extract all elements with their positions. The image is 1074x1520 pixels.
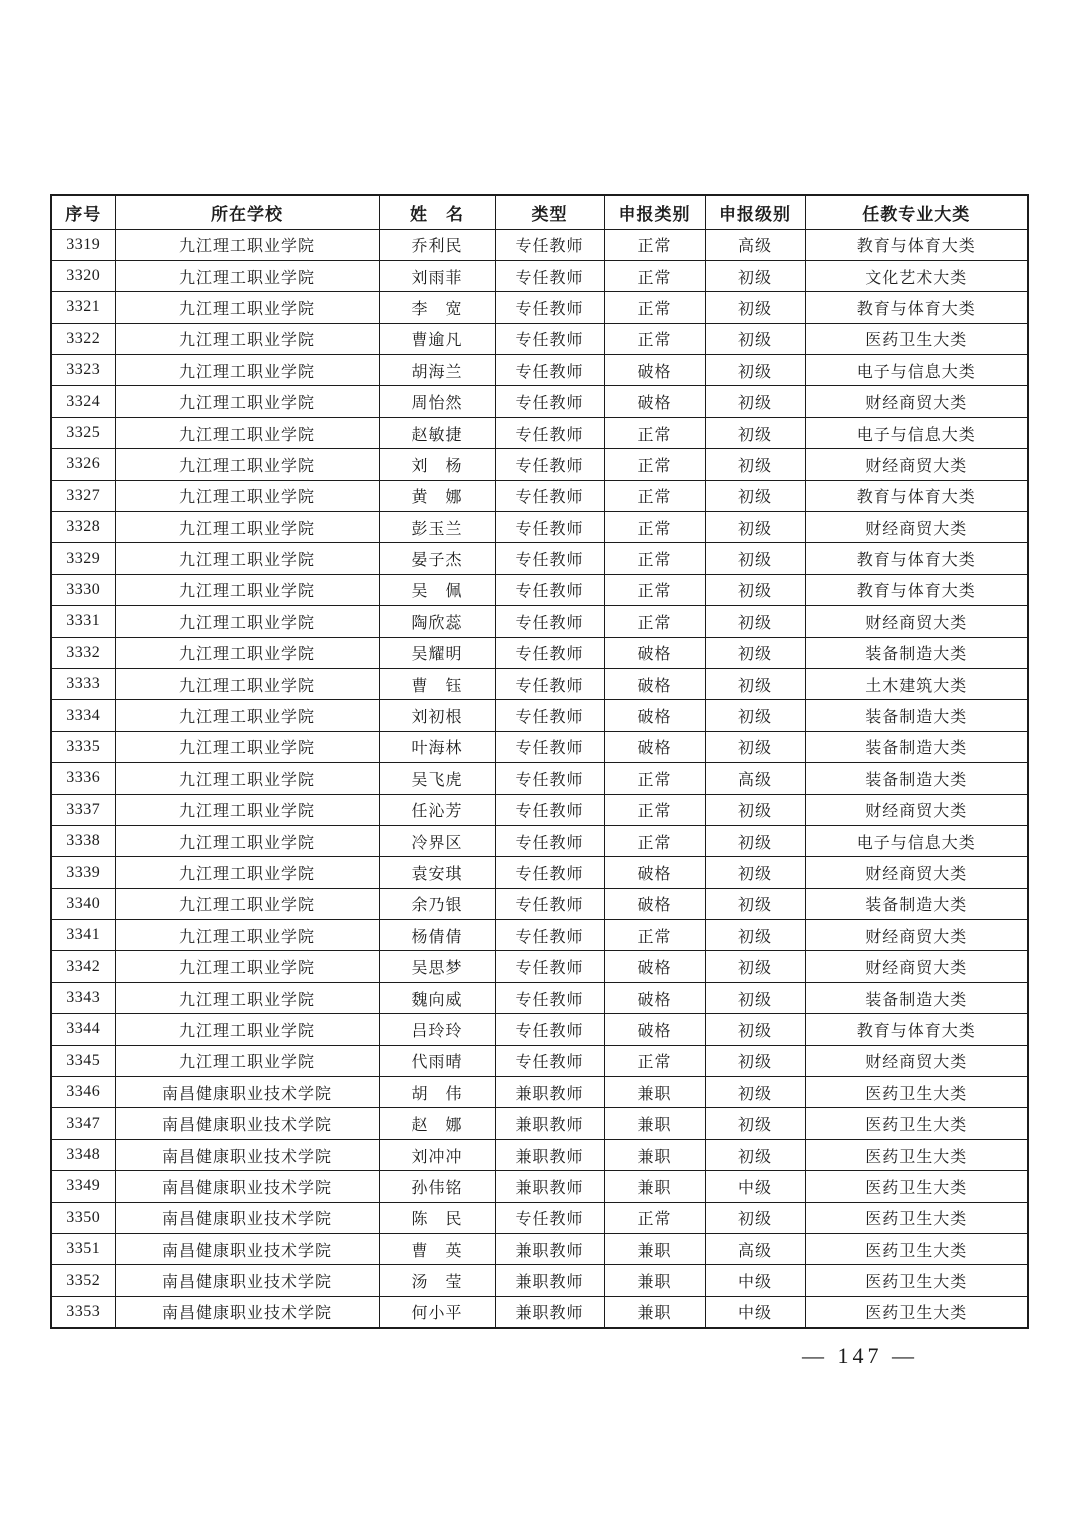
table-cell: 专任教师 (495, 417, 604, 448)
table-cell: 中级 (705, 1265, 805, 1296)
table-cell: 初级 (705, 668, 805, 699)
table-cell: 兼职 (604, 1296, 705, 1327)
table-cell: 专任教师 (495, 637, 604, 668)
table-cell: 装备制造大类 (805, 888, 1028, 919)
table-cell: 3352 (51, 1265, 115, 1296)
table-row (51, 1202, 1028, 1233)
table-cell: 兼职 (604, 1139, 705, 1170)
table-cell: 3325 (51, 417, 115, 448)
table-cell: 3335 (51, 731, 115, 762)
table-cell: 赵敏捷 (379, 417, 495, 448)
table-cell: 初级 (705, 982, 805, 1013)
table-cell: 吴耀明 (379, 637, 495, 668)
table-cell: 3319 (51, 229, 115, 260)
table-cell: 兼职 (604, 1077, 705, 1108)
table-cell: 3351 (51, 1234, 115, 1265)
table-cell: 九江理工职业学院 (115, 1045, 379, 1076)
table-cell: 九江理工职业学院 (115, 480, 379, 511)
header-cell: 姓 名 (379, 195, 495, 229)
table-cell: 医药卫生大类 (805, 1139, 1028, 1170)
table-row (51, 1171, 1028, 1202)
table-cell: 兼职 (604, 1171, 705, 1202)
table-row (51, 857, 1028, 888)
table-cell: 专任教师 (495, 323, 604, 354)
table-cell: 兼职教师 (495, 1234, 604, 1265)
table-cell: 专任教师 (495, 731, 604, 762)
table-cell: 财经商贸大类 (805, 1045, 1028, 1076)
table-cell: 专任教师 (495, 951, 604, 982)
table-row (51, 323, 1028, 354)
table-cell: 孙伟铭 (379, 1171, 495, 1202)
table-cell: 南昌健康职业技术学院 (115, 1171, 379, 1202)
table-row (51, 1296, 1028, 1327)
table-cell: 专任教师 (495, 825, 604, 856)
page-number: — 147 — (802, 1343, 918, 1368)
table-cell: 初级 (705, 700, 805, 731)
table-cell: 破格 (604, 982, 705, 1013)
table-cell: 破格 (604, 637, 705, 668)
table-cell: 破格 (604, 1014, 705, 1045)
table-cell: 破格 (604, 888, 705, 919)
table-cell: 吴飞虎 (379, 763, 495, 794)
table-cell: 专任教师 (495, 1202, 604, 1233)
table-cell: 初级 (705, 512, 805, 543)
table-cell: 医药卫生大类 (805, 1265, 1028, 1296)
table-cell: 教育与体育大类 (805, 543, 1028, 574)
table-cell: 兼职教师 (495, 1296, 604, 1327)
table-cell: 专任教师 (495, 700, 604, 731)
table-cell: 正常 (604, 449, 705, 480)
table-cell: 南昌健康职业技术学院 (115, 1296, 379, 1327)
table-cell: 九江理工职业学院 (115, 417, 379, 448)
header-cell: 申报级别 (705, 195, 805, 229)
table-cell: 乔利民 (379, 229, 495, 260)
table-row (51, 1108, 1028, 1139)
table-cell: 3329 (51, 543, 115, 574)
table-cell: 何小平 (379, 1296, 495, 1327)
table-cell: 3323 (51, 355, 115, 386)
table-cell: 3339 (51, 857, 115, 888)
table-cell: 3334 (51, 700, 115, 731)
table-row (51, 1139, 1028, 1170)
table-cell: 专任教师 (495, 292, 604, 323)
table-row (51, 1014, 1028, 1045)
table-cell: 专任教师 (495, 1014, 604, 1045)
table-cell: 汤 莹 (379, 1265, 495, 1296)
table-cell: 电子与信息大类 (805, 355, 1028, 386)
table-cell: 装备制造大类 (805, 637, 1028, 668)
table-row (51, 292, 1028, 323)
table-cell: 3343 (51, 982, 115, 1013)
table-cell: 九江理工职业学院 (115, 857, 379, 888)
table-cell: 财经商贸大类 (805, 606, 1028, 637)
table-cell: 曹 英 (379, 1234, 495, 1265)
table-cell: 叶海林 (379, 731, 495, 762)
table-cell: 初级 (705, 825, 805, 856)
table-cell: 3328 (51, 512, 115, 543)
table-cell: 南昌健康职业技术学院 (115, 1234, 379, 1265)
table-cell: 任沁芳 (379, 794, 495, 825)
table-cell: 3321 (51, 292, 115, 323)
table-cell: 初级 (705, 292, 805, 323)
table-cell: 正常 (604, 794, 705, 825)
table-cell: 九江理工职业学院 (115, 888, 379, 919)
table-cell: 陈 民 (379, 1202, 495, 1233)
table-row (51, 543, 1028, 574)
table-cell: 3338 (51, 825, 115, 856)
table-cell: 3342 (51, 951, 115, 982)
table-cell: 正常 (604, 1045, 705, 1076)
table-cell: 土木建筑大类 (805, 668, 1028, 699)
table-cell: 专任教师 (495, 355, 604, 386)
table-cell: 教育与体育大类 (805, 1014, 1028, 1045)
table-cell: 南昌健康职业技术学院 (115, 1265, 379, 1296)
table-cell: 3332 (51, 637, 115, 668)
table-cell: 3340 (51, 888, 115, 919)
table-cell: 正常 (604, 606, 705, 637)
table-row (51, 512, 1028, 543)
table-cell: 代雨晴 (379, 1045, 495, 1076)
table-cell: 破格 (604, 668, 705, 699)
table-cell: 高级 (705, 763, 805, 794)
table-cell: 袁安琪 (379, 857, 495, 888)
table-cell: 刘雨菲 (379, 260, 495, 291)
table-cell: 吕玲玲 (379, 1014, 495, 1045)
table-body (51, 229, 1028, 1328)
table-cell: 正常 (604, 323, 705, 354)
table-row (51, 229, 1028, 260)
table-cell: 九江理工职业学院 (115, 386, 379, 417)
table-cell: 初级 (705, 323, 805, 354)
table-cell: 文化艺术大类 (805, 260, 1028, 291)
table-cell: 初级 (705, 1139, 805, 1170)
table-row (51, 700, 1028, 731)
table-cell: 专任教师 (495, 449, 604, 480)
table-row (51, 888, 1028, 919)
table-cell: 曹 钰 (379, 668, 495, 699)
table-cell: 3331 (51, 606, 115, 637)
table-cell: 3333 (51, 668, 115, 699)
table-cell: 初级 (705, 386, 805, 417)
table-cell: 装备制造大类 (805, 700, 1028, 731)
table-cell: 曹逾凡 (379, 323, 495, 354)
table-cell: 3347 (51, 1108, 115, 1139)
table-cell: 破格 (604, 355, 705, 386)
table-cell: 杨倩倩 (379, 920, 495, 951)
table-cell: 九江理工职业学院 (115, 731, 379, 762)
table-cell: 教育与体育大类 (805, 480, 1028, 511)
table-cell: 3348 (51, 1139, 115, 1170)
table-cell: 兼职教师 (495, 1171, 604, 1202)
table-cell: 九江理工职业学院 (115, 825, 379, 856)
table-row (51, 668, 1028, 699)
table-cell: 九江理工职业学院 (115, 606, 379, 637)
table-cell: 兼职教师 (495, 1139, 604, 1170)
table-cell: 正常 (604, 260, 705, 291)
table-cell: 专任教师 (495, 606, 604, 637)
table-cell: 初级 (705, 417, 805, 448)
table-row (51, 606, 1028, 637)
table-cell: 3320 (51, 260, 115, 291)
table-cell: 财经商贸大类 (805, 449, 1028, 480)
table-cell: 初级 (705, 355, 805, 386)
table-cell: 专任教师 (495, 1045, 604, 1076)
header-cell: 序号 (51, 195, 115, 229)
header-cell: 任教专业大类 (805, 195, 1028, 229)
table-cell: 初级 (705, 1014, 805, 1045)
table-cell: 吴思梦 (379, 951, 495, 982)
table-cell: 专任教师 (495, 386, 604, 417)
table-cell: 3330 (51, 574, 115, 605)
table-cell: 医药卫生大类 (805, 1234, 1028, 1265)
table-row (51, 1045, 1028, 1076)
table-cell: 财经商贸大类 (805, 794, 1028, 825)
table-cell: 正常 (604, 512, 705, 543)
table-cell: 教育与体育大类 (805, 574, 1028, 605)
table-cell: 高级 (705, 1234, 805, 1265)
table-row (51, 951, 1028, 982)
table-cell: 兼职 (604, 1108, 705, 1139)
table-cell: 电子与信息大类 (805, 417, 1028, 448)
table-cell: 初级 (705, 794, 805, 825)
table-cell: 专任教师 (495, 982, 604, 1013)
table-cell: 晏子杰 (379, 543, 495, 574)
table-cell: 正常 (604, 292, 705, 323)
table-cell: 冷界区 (379, 825, 495, 856)
table-cell: 刘初根 (379, 700, 495, 731)
table-cell: 九江理工职业学院 (115, 668, 379, 699)
table-cell: 教育与体育大类 (805, 229, 1028, 260)
table-row (51, 825, 1028, 856)
table-cell: 正常 (604, 480, 705, 511)
table-cell: 黄 娜 (379, 480, 495, 511)
table-cell: 正常 (604, 825, 705, 856)
table-cell: 九江理工职业学院 (115, 574, 379, 605)
table-cell: 财经商贸大类 (805, 512, 1028, 543)
table-cell: 3337 (51, 794, 115, 825)
table-cell: 兼职 (604, 1265, 705, 1296)
table-cell: 3324 (51, 386, 115, 417)
table-cell: 3326 (51, 449, 115, 480)
table-cell: 专任教师 (495, 543, 604, 574)
table-cell: 九江理工职业学院 (115, 1014, 379, 1045)
table-cell: 初级 (705, 480, 805, 511)
table-cell: 3344 (51, 1014, 115, 1045)
table-cell: 九江理工职业学院 (115, 260, 379, 291)
table-cell: 3322 (51, 323, 115, 354)
table-row (51, 449, 1028, 480)
table-cell: 专任教师 (495, 260, 604, 291)
table-cell: 电子与信息大类 (805, 825, 1028, 856)
table-cell: 专任教师 (495, 794, 604, 825)
table-cell: 破格 (604, 386, 705, 417)
table-cell: 专任教师 (495, 574, 604, 605)
table-cell: 教育与体育大类 (805, 292, 1028, 323)
header-cell: 类型 (495, 195, 604, 229)
table-cell: 南昌健康职业技术学院 (115, 1108, 379, 1139)
table-row (51, 763, 1028, 794)
table-cell: 3341 (51, 920, 115, 951)
table-row (51, 1077, 1028, 1108)
table-cell: 兼职 (604, 1234, 705, 1265)
table-cell: 正常 (604, 574, 705, 605)
table-cell: 初级 (705, 543, 805, 574)
table-cell: 九江理工职业学院 (115, 512, 379, 543)
table-cell: 胡 伟 (379, 1077, 495, 1108)
table-cell: 兼职教师 (495, 1077, 604, 1108)
header-cell: 所在学校 (115, 195, 379, 229)
table-cell: 初级 (705, 1077, 805, 1108)
table-row (51, 574, 1028, 605)
table-cell: 装备制造大类 (805, 763, 1028, 794)
table-cell: 正常 (604, 417, 705, 448)
table-cell: 九江理工职业学院 (115, 323, 379, 354)
table-cell: 专任教师 (495, 229, 604, 260)
table-cell: 九江理工职业学院 (115, 763, 379, 794)
table-cell: 财经商贸大类 (805, 857, 1028, 888)
table-cell: 专任教师 (495, 668, 604, 699)
table-cell: 正常 (604, 920, 705, 951)
table-row (51, 417, 1028, 448)
table-cell: 刘 杨 (379, 449, 495, 480)
table-cell: 3346 (51, 1077, 115, 1108)
table-cell: 兼职教师 (495, 1108, 604, 1139)
table-cell: 3327 (51, 480, 115, 511)
table-row (51, 920, 1028, 951)
table-cell: 3349 (51, 1171, 115, 1202)
table-cell: 九江理工职业学院 (115, 700, 379, 731)
table-cell: 医药卫生大类 (805, 1171, 1028, 1202)
table-cell: 医药卫生大类 (805, 1108, 1028, 1139)
table-cell: 初级 (705, 1202, 805, 1233)
table-cell: 中级 (705, 1171, 805, 1202)
table-cell: 初级 (705, 1045, 805, 1076)
table-cell: 医药卫生大类 (805, 1202, 1028, 1233)
teacher-roster-table (50, 194, 1029, 1329)
table-cell: 刘冲冲 (379, 1139, 495, 1170)
table-cell: 专任教师 (495, 480, 604, 511)
table-header-row (51, 195, 1028, 229)
table-cell: 初级 (705, 951, 805, 982)
table-row (51, 982, 1028, 1013)
table-cell: 初级 (705, 857, 805, 888)
table-cell: 初级 (705, 888, 805, 919)
table-cell: 九江理工职业学院 (115, 292, 379, 323)
table-cell: 3336 (51, 763, 115, 794)
table-cell: 南昌健康职业技术学院 (115, 1202, 379, 1233)
table-cell: 正常 (604, 543, 705, 574)
table-cell: 破格 (604, 731, 705, 762)
table-cell: 吴 佩 (379, 574, 495, 605)
table-cell: 中级 (705, 1296, 805, 1327)
table-cell: 装备制造大类 (805, 982, 1028, 1013)
table-cell: 胡海兰 (379, 355, 495, 386)
table-cell: 3353 (51, 1296, 115, 1327)
table-cell: 3350 (51, 1202, 115, 1233)
table-cell: 装备制造大类 (805, 731, 1028, 762)
table-cell: 九江理工职业学院 (115, 637, 379, 668)
table-cell: 专任教师 (495, 857, 604, 888)
table-row (51, 731, 1028, 762)
table-cell: 赵 娜 (379, 1108, 495, 1139)
table-cell: 兼职教师 (495, 1265, 604, 1296)
table-row (51, 480, 1028, 511)
table-row (51, 260, 1028, 291)
table-cell: 九江理工职业学院 (115, 355, 379, 386)
table-cell: 九江理工职业学院 (115, 543, 379, 574)
table-cell: 南昌健康职业技术学院 (115, 1139, 379, 1170)
table-cell: 财经商贸大类 (805, 386, 1028, 417)
table-cell: 医药卫生大类 (805, 1296, 1028, 1327)
table-cell: 正常 (604, 1202, 705, 1233)
table-cell: 初级 (705, 637, 805, 668)
table-cell: 魏向威 (379, 982, 495, 1013)
table-row (51, 355, 1028, 386)
table-cell: 3345 (51, 1045, 115, 1076)
table-row (51, 1234, 1028, 1265)
table-cell: 初级 (705, 920, 805, 951)
table-cell: 陶欣蕊 (379, 606, 495, 637)
table-cell: 专任教师 (495, 512, 604, 543)
table-row (51, 794, 1028, 825)
table-cell: 财经商贸大类 (805, 951, 1028, 982)
table-cell: 初级 (705, 1108, 805, 1139)
table-cell: 破格 (604, 857, 705, 888)
table-cell: 财经商贸大类 (805, 920, 1028, 951)
table-cell: 初级 (705, 574, 805, 605)
table-cell: 余乃银 (379, 888, 495, 919)
table-cell: 初级 (705, 731, 805, 762)
table-cell: 南昌健康职业技术学院 (115, 1077, 379, 1108)
table-cell: 正常 (604, 763, 705, 794)
table-cell: 周怡然 (379, 386, 495, 417)
table-row (51, 637, 1028, 668)
table-cell: 九江理工职业学院 (115, 229, 379, 260)
table-cell: 九江理工职业学院 (115, 794, 379, 825)
table-cell: 九江理工职业学院 (115, 982, 379, 1013)
table-cell: 正常 (604, 229, 705, 260)
table-row (51, 1265, 1028, 1296)
table-cell: 李 宽 (379, 292, 495, 323)
table-cell: 医药卫生大类 (805, 323, 1028, 354)
table-cell: 医药卫生大类 (805, 1077, 1028, 1108)
table-row (51, 386, 1028, 417)
table-cell: 破格 (604, 700, 705, 731)
table-cell: 专任教师 (495, 920, 604, 951)
table-cell: 专任教师 (495, 888, 604, 919)
table-cell: 九江理工职业学院 (115, 449, 379, 480)
table-cell: 初级 (705, 260, 805, 291)
header-cell: 申报类别 (604, 195, 705, 229)
table-cell: 九江理工职业学院 (115, 951, 379, 982)
table-cell: 初级 (705, 449, 805, 480)
table-cell: 九江理工职业学院 (115, 920, 379, 951)
table-cell: 破格 (604, 951, 705, 982)
table-cell: 初级 (705, 606, 805, 637)
table-cell: 高级 (705, 229, 805, 260)
table-cell: 彭玉兰 (379, 512, 495, 543)
table-cell: 专任教师 (495, 763, 604, 794)
